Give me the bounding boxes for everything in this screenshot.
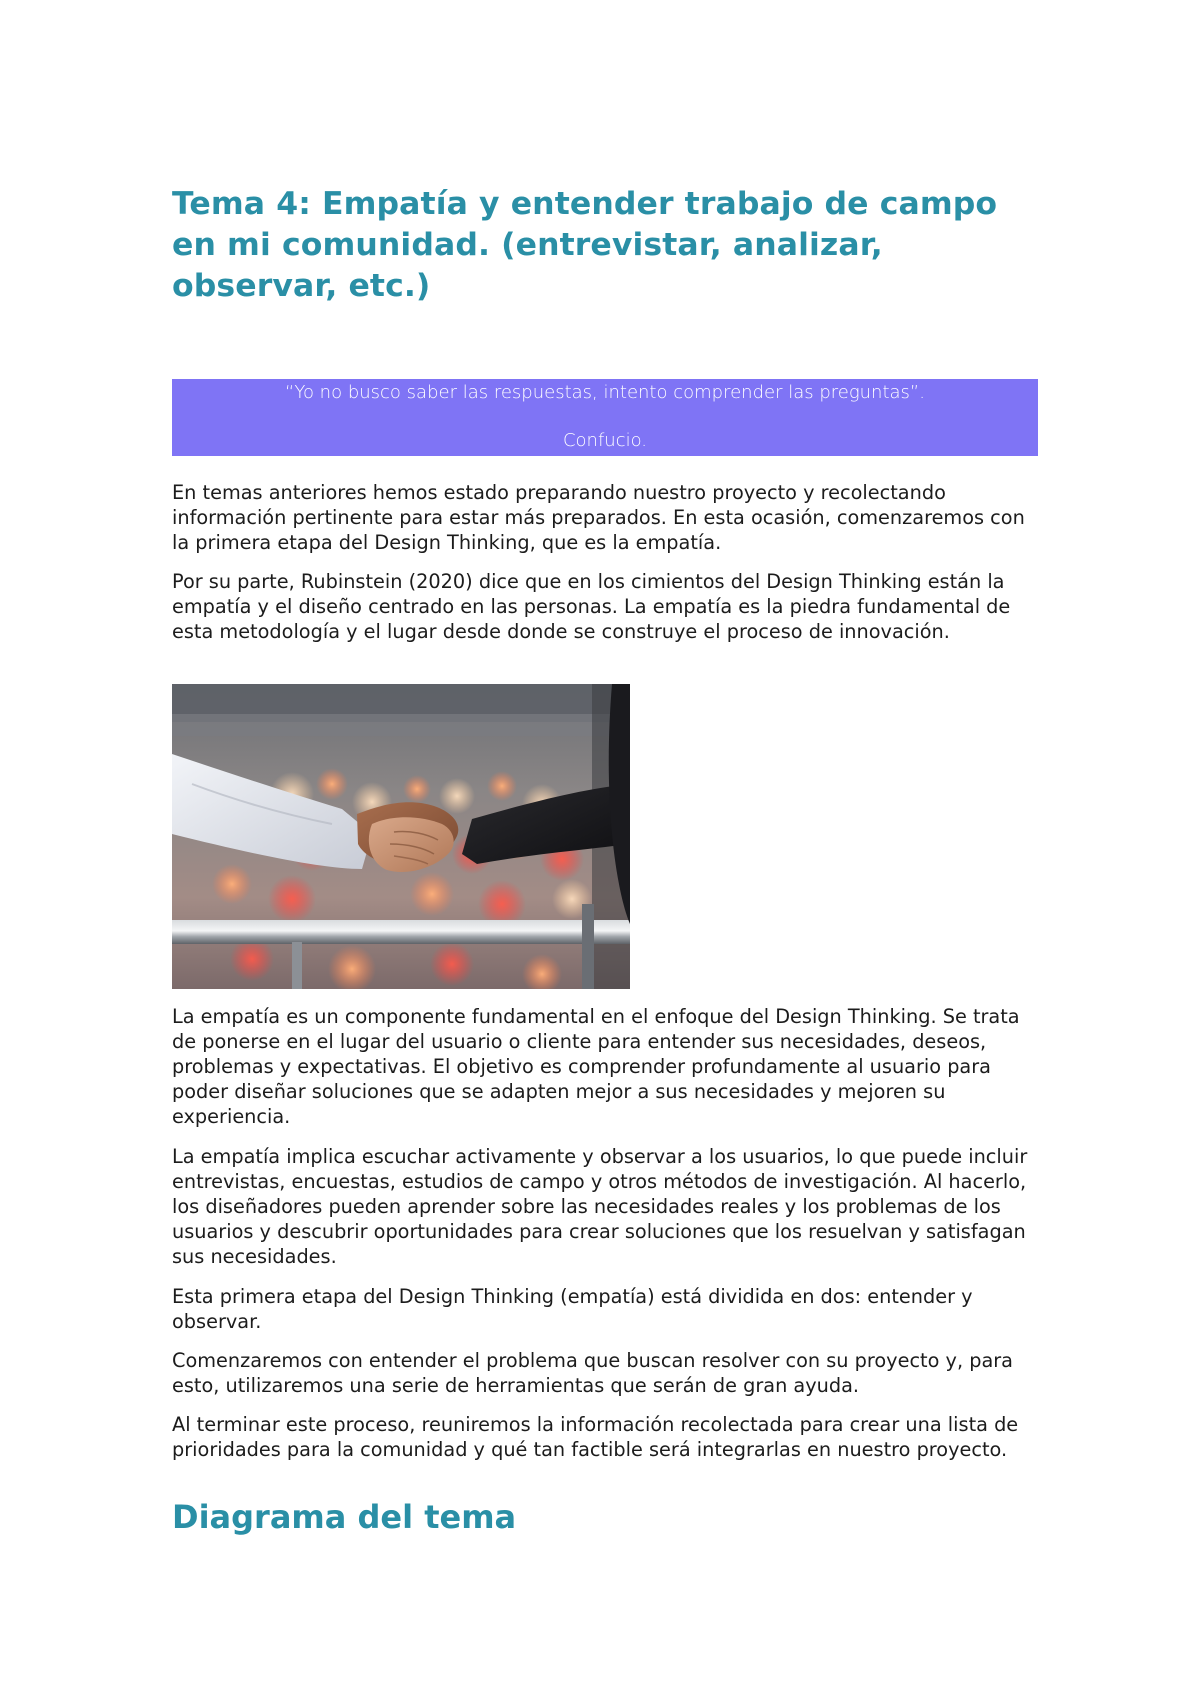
paragraph-empathy-definition: La empatía es un componente fundamental en el enfoque del Design Thinking. Se trata de ponerse en el lugar del usuario o cliente para entender sus necesidades, deseos, problemas y expectativas. El objetivo es comprender profundamente al usuario para poder diseñar soluciones que se adapten mejor a sus necesidades y mejoren su experiencia. bbox=[172, 1005, 1020, 1128]
quote-text: “Yo no busco saber las respuestas, intento comprender las preguntas”. bbox=[285, 382, 925, 403]
paragraph-stage-division: Esta primera etapa del Design Thinking (empatía) está dividida en dos: entender y observar. bbox=[172, 1285, 973, 1333]
handshake-photo bbox=[172, 684, 630, 989]
paragraph-empathy-methods: La empatía implica escuchar activamente y observar a los usuarios, lo que puede incluir entrevistas, encuestas, estudios de campo y otros métodos de investigación. Al hacerlo, los diseñadores pueden aprender sobre las necesidades reales y los problemas de los usuarios y descubrir oportunidades para crear soluciones que los resuelvan y satisfagan sus necesidades. bbox=[172, 1145, 1028, 1268]
quote-author: Confucio. bbox=[562, 430, 648, 451]
paragraph-rubinstein: Por su parte, Rubinstein (2020) dice que en los cimientos del Design Thinking están la empatía y el diseño centrado en las personas. La empatía es la piedra fundamental de esta metodología y el lugar desde donde se construye el proceso de innovación. bbox=[172, 570, 1011, 643]
section-heading: Diagrama del tema bbox=[172, 1498, 517, 1536]
paragraph-intro: En temas anteriores hemos estado preparando nuestro proyecto y recolectando información pertinente para estar más preparados. En esta ocasión, comenzaremos con la primera etapa del Design Thinking, que es la empatía. bbox=[172, 481, 1025, 554]
paragraph-understand: Comenzaremos con entender el problema que buscan resolver con su proyecto y, para esto, utilizaremos una serie de herramientas que serán de gran ayuda. bbox=[172, 1349, 1014, 1397]
quote-box bbox=[172, 379, 1038, 456]
paragraph-conclusion: Al terminar este proceso, reuniremos la información recolectada para crear una lista de prioridades para la comunidad y qué tan factible será integrarlas en nuestro proyecto. bbox=[172, 1413, 1019, 1461]
page-title: Tema 4: Empatía y entender trabajo de campo en mi comunidad. (entrevistar, analizar, observar, etc.) bbox=[172, 186, 998, 304]
